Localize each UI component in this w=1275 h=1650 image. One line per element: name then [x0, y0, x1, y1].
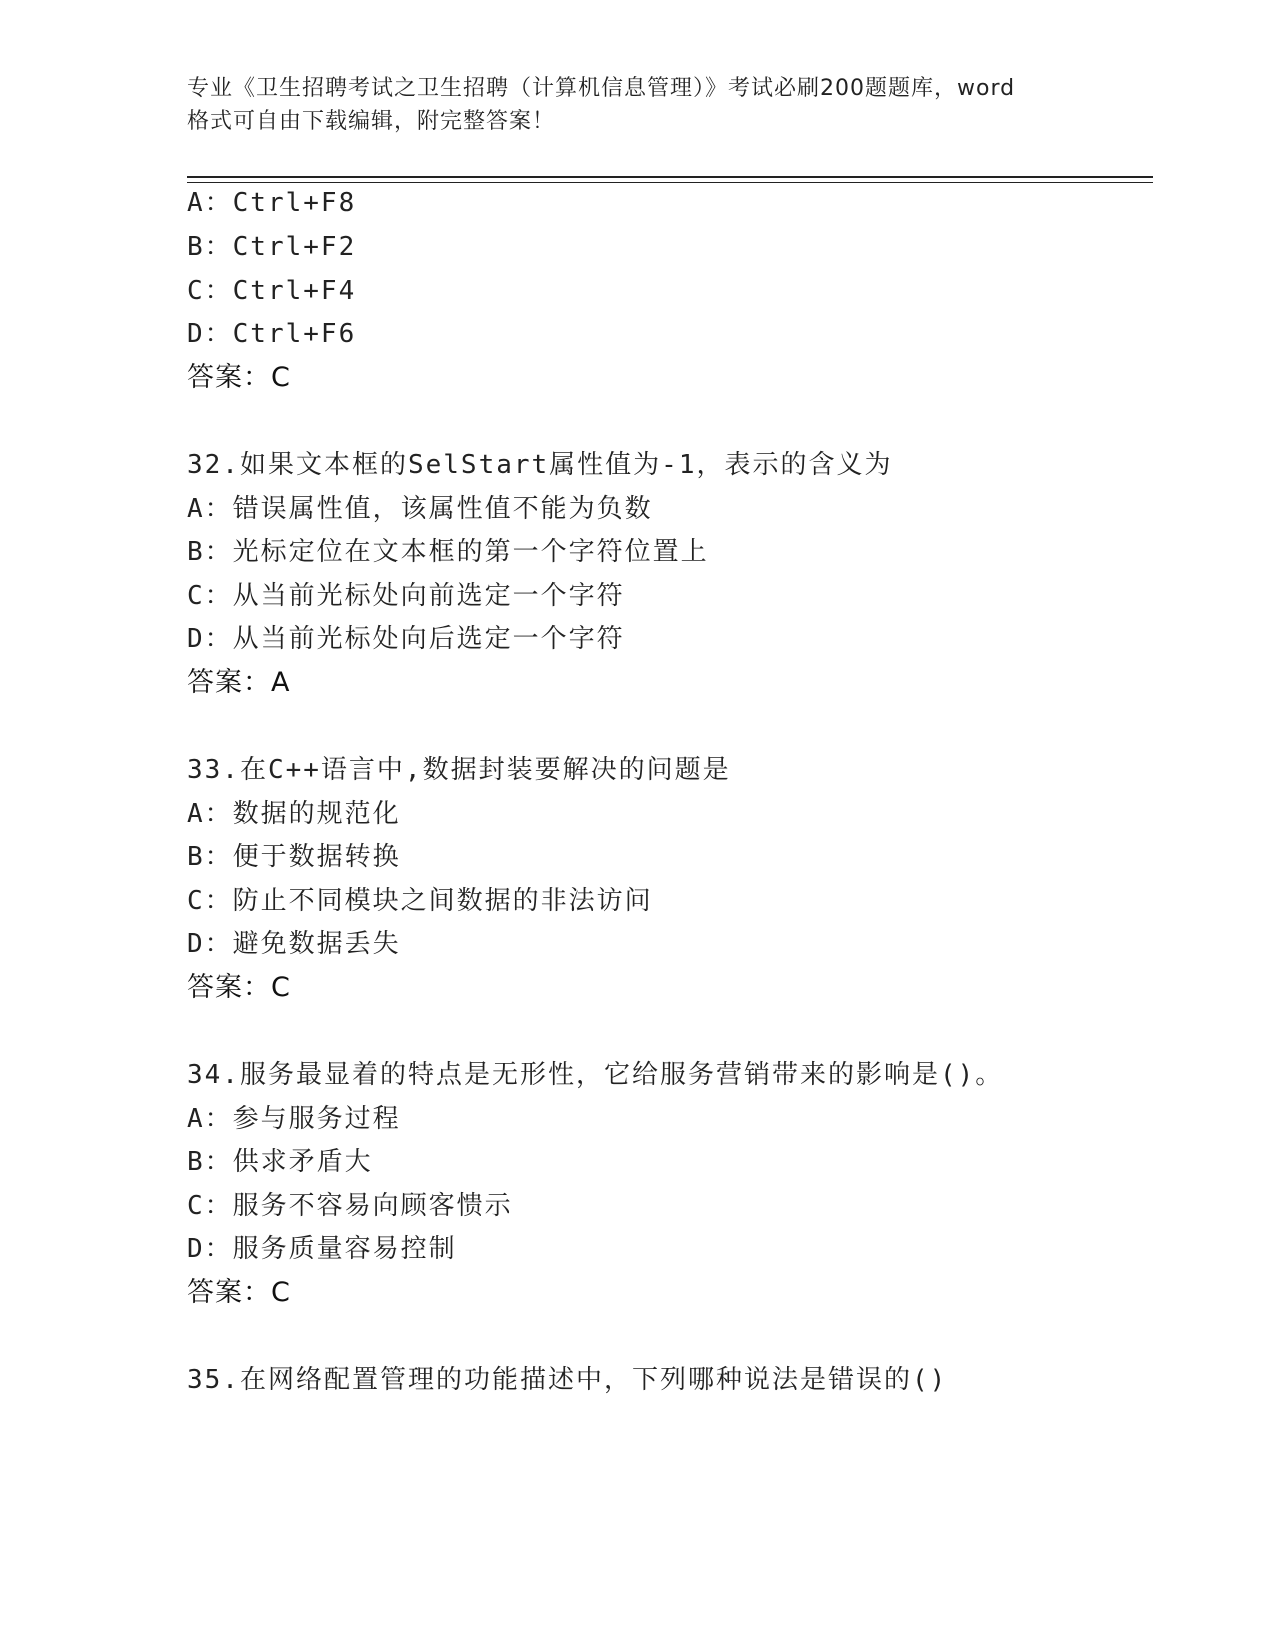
- q31-option-d: D：Ctrl+F6: [187, 319, 357, 349]
- q31-option-a: A：Ctrl+F8: [187, 188, 357, 218]
- q34-option-c: C：服务不容易向顾客愦示: [187, 1191, 513, 1221]
- q33-option-a: A：数据的规范化: [187, 799, 401, 829]
- q31-option-b: B：Ctrl+F2: [187, 232, 357, 262]
- q33-option-b: B：便于数据转换: [187, 842, 401, 872]
- q33-answer: 答案：C: [187, 972, 291, 1003]
- q32-option-b: B：光标定位在文本框的第一个字符位置上: [187, 537, 709, 567]
- document-header: [187, 72, 1087, 138]
- q31-option-c: C：Ctrl+F4: [187, 276, 357, 306]
- q32-option-c: C：从当前光标处向前选定一个字符: [187, 581, 625, 611]
- header-title-line-1: 专业《卫生招聘考试之卫生招聘（计算机信息管理）》考试必刷200题题库，word: [187, 76, 1016, 101]
- q35-question: 35.在网络配置管理的功能描述中，下列哪种说法是错误的(): [187, 1365, 948, 1395]
- q34-question: 34.服务最显着的特点是无形性，它给服务营销带来的影响是()。: [187, 1060, 1004, 1090]
- q32-question: 32.如果文本框的SelStart属性值为-1，表示的含义为: [187, 450, 893, 480]
- header-title-line-2: 格式可自由下载编辑，附完整答案！: [187, 109, 556, 134]
- header-divider-thick: [187, 176, 1153, 178]
- q31-answer: 答案：C: [187, 362, 291, 393]
- q33-question: 33.在C++语言中,数据封装要解决的问题是: [187, 755, 731, 785]
- q34-option-b: B：供求矛盾大: [187, 1147, 373, 1177]
- header-divider-thin: [187, 182, 1153, 183]
- q33-option-d: D：避免数据丢失: [187, 929, 401, 959]
- q32-option-a: A：错误属性值，该属性值不能为负数: [187, 494, 653, 524]
- q32-answer: 答案：A: [187, 667, 291, 698]
- q33-option-c: C：防止不同模块之间数据的非法访问: [187, 886, 653, 916]
- q32-option-d: D：从当前光标处向后选定一个字符: [187, 624, 625, 654]
- q34-option-d: D：服务质量容易控制: [187, 1234, 457, 1264]
- q34-option-a: A：参与服务过程: [187, 1104, 401, 1134]
- q34-answer: 答案：C: [187, 1277, 291, 1308]
